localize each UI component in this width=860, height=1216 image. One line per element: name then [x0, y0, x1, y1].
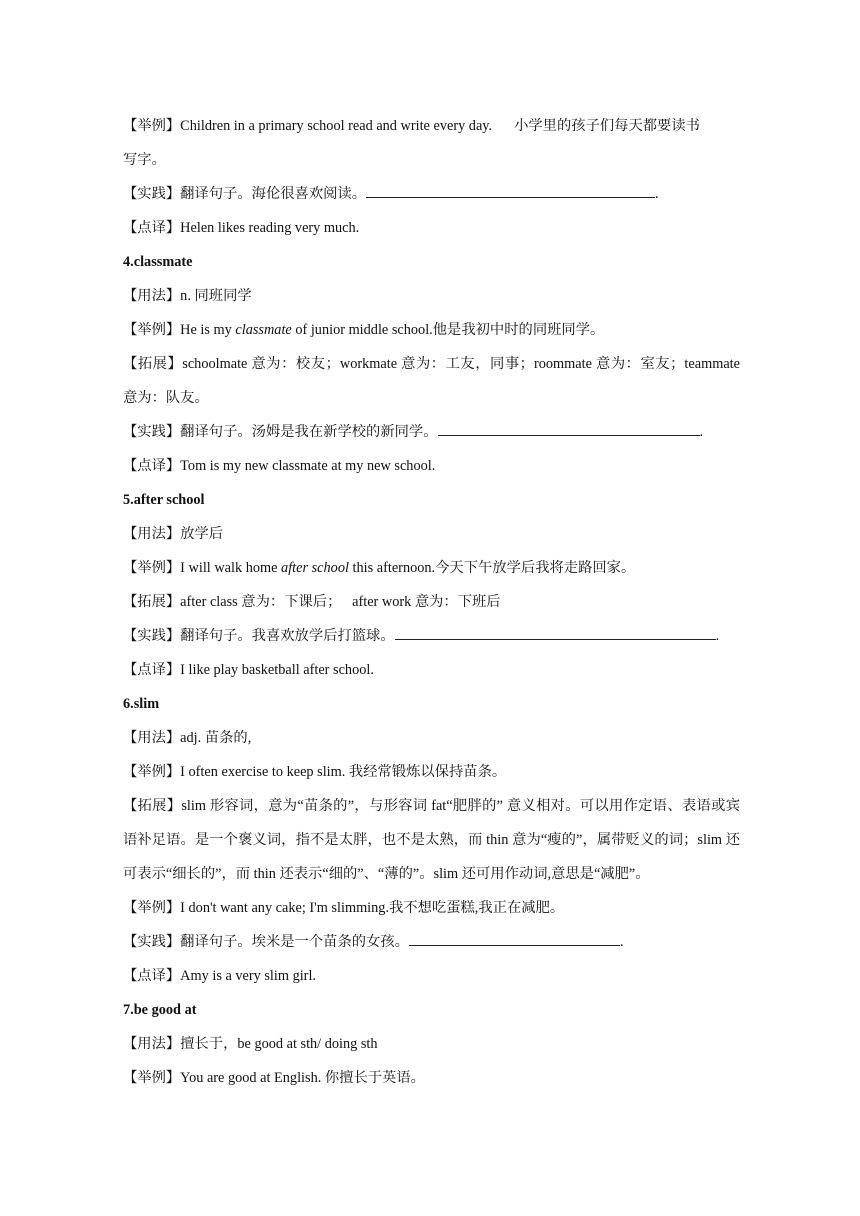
practice-prompt: 【实践】翻译句子。汤姆是我在新学校的新同学。 [123, 424, 438, 440]
example-line: 【举例】I don't want any cake; I'm slimming.我不想吃蛋糕,我正在减肥。 [123, 900, 565, 916]
usage-line: 【用法】n. 同班同学 [123, 288, 252, 304]
keyword-italic: classmate [235, 322, 292, 338]
answer-blank[interactable] [395, 625, 716, 640]
entry-heading: 4.classmate [123, 254, 193, 270]
example-line [123, 109, 740, 143]
practice-line: 【实践】翻译句子。埃米是一个苗条的女孩。 . [123, 925, 740, 959]
usage-line: 【用法】放学后 [123, 526, 224, 542]
example-line: 【举例】I will walk home after school this afternoon.今天下午放学后我将走路回家。 [123, 560, 636, 576]
note-line: 【点译】I like play basketball after school. [123, 662, 374, 678]
practice-prompt: 【实践】翻译句子。我喜欢放学后打篮球。 [123, 628, 395, 644]
extend-paragraph: 【拓展】schoolmate 意为：校友；workmate 意为：工友，同事；roommate 意为：室友；teammate 意为：队友。 [123, 356, 740, 406]
practice-line: 【实践】翻译句子。我喜欢放学后打篮球。 . [123, 619, 740, 653]
keyword-italic: after school [281, 560, 349, 576]
note-line: 【点译】Tom is my new classmate at my new school. [123, 458, 436, 474]
example-translation-continued: 写字。 [123, 152, 166, 168]
answer-blank[interactable] [366, 183, 655, 198]
example-line: 【举例】You are good at English. 你擅长于英语。 [123, 1070, 425, 1086]
note-line: 【点译】Amy is a very slim girl. [123, 968, 316, 984]
answer-blank[interactable] [438, 421, 700, 436]
entry-heading: 5.after school [123, 492, 205, 508]
extend-paragraph: 【拓展】slim 形容词，意为“苗条的”，与形容词 fat“肥胖的” 意义相对。可以用作定语、表语或宾语补足语。是一个褒义词，指不是太胖，也不是太熟，而 thin 意为“瘦的”，属带贬义的词；slim 还可表示“细长的”，而 thin 还表示“细的”、“薄的”。slim 还可用作动词,意思是“减肥”。 [123, 798, 740, 882]
practice-line: 【实践】翻译句子。海伦很喜欢阅读。 . [123, 177, 740, 211]
practice-prompt: 【实践】翻译句子。埃米是一个苗条的女孩。 [123, 934, 409, 950]
usage-line: 【用法】adj. 苗条的, [123, 730, 252, 746]
example-text: 【举例】Children in a primary school read and write every day. [123, 118, 493, 134]
practice-prompt: 【实践】翻译句子。海伦很喜欢阅读。 [123, 186, 367, 202]
answer-blank[interactable] [409, 931, 620, 946]
example-translation: 小学里的孩子们每天都要读书 [514, 118, 700, 134]
extend-line: 【拓展】after class 意为：下课后； after work 意为：下班后 [123, 594, 501, 610]
usage-line: 【用法】擅长于，be good at sth/ doing sth [123, 1036, 378, 1052]
example-line: 【举例】I often exercise to keep slim. 我经常锻炼以保持苗条。 [123, 764, 507, 780]
entry-heading: 6.slim [123, 696, 160, 712]
entry-heading: 7.be good at [123, 1002, 197, 1018]
example-line: 【举例】He is my classmate of junior middle school.他是我初中时的同班同学。 [123, 322, 605, 338]
practice-line: 【实践】翻译句子。汤姆是我在新学校的新同学。 . [123, 415, 740, 449]
note-line: 【点译】Helen likes reading very much. [123, 220, 360, 236]
